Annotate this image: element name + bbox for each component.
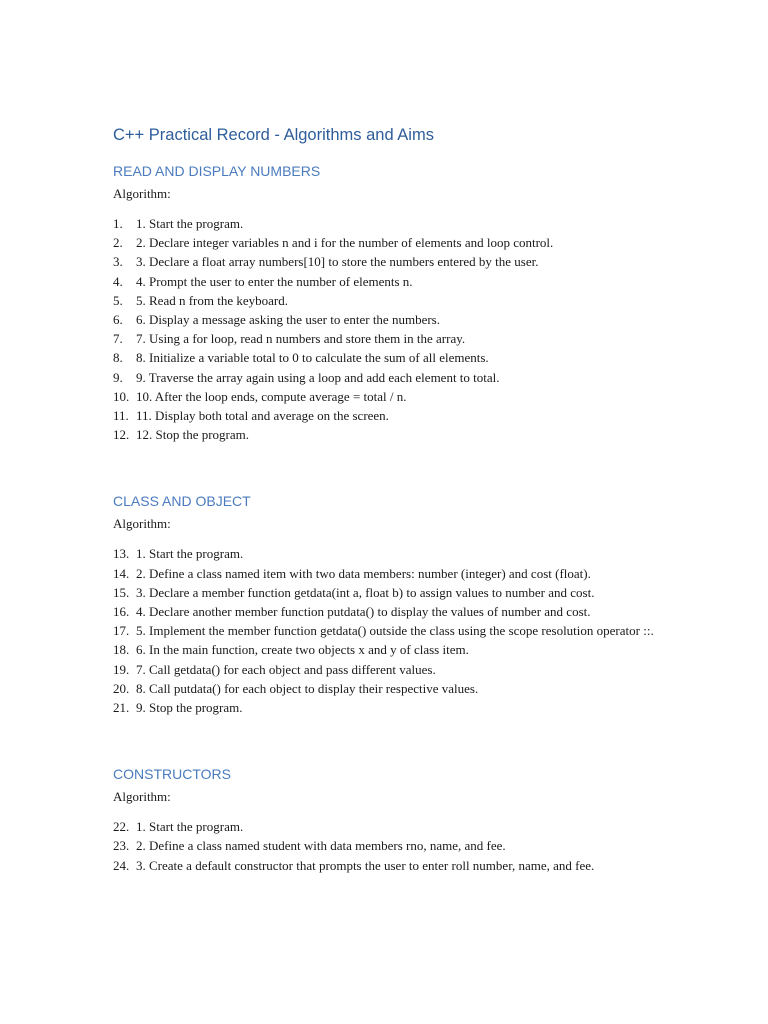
step-number: 18. xyxy=(113,642,130,658)
algorithm-step xyxy=(113,387,658,406)
step-text: 7. Call getdata() for each object and pass different values. xyxy=(136,661,436,677)
step-text: 7. Using a for loop, read n numbers and store them in the array. xyxy=(136,331,466,347)
step-number: 14. xyxy=(113,565,130,581)
step-number: 7. xyxy=(113,331,123,347)
algorithm-step xyxy=(113,233,658,252)
step-number: 3. xyxy=(113,254,123,270)
step-text: 4. Prompt the user to enter the number of elements n. xyxy=(136,273,413,289)
algorithm-step xyxy=(113,621,658,640)
step-text: 6. Display a message asking the user to enter the numbers. xyxy=(136,312,440,328)
algorithm-step xyxy=(113,368,658,387)
document-body xyxy=(113,124,658,875)
algorithm-step xyxy=(113,272,658,291)
algorithm-step xyxy=(113,660,658,679)
step-text: 8. Initialize a variable total to 0 to calculate the sum of all elements. xyxy=(136,350,489,366)
step-number: 5. xyxy=(113,292,123,308)
algorithm-steps-list xyxy=(113,544,658,717)
step-text: 4. Declare another member function putdata() to display the values of number and cost. xyxy=(136,604,591,620)
step-number: 21. xyxy=(113,700,130,716)
section-constructors xyxy=(113,764,658,875)
step-text: 2. Define a class named student with data members rno, name, and fee. xyxy=(136,838,506,854)
step-number: 11. xyxy=(113,408,129,424)
algorithm-step xyxy=(113,856,658,875)
algorithm-step xyxy=(113,291,658,310)
step-number: 1. xyxy=(113,216,123,231)
step-text: 6. In the main function, create two objects x and y of class item. xyxy=(136,642,469,658)
step-text: 1. Start the program. xyxy=(136,819,244,835)
algorithm-step xyxy=(113,698,658,717)
step-number: 24. xyxy=(113,857,130,873)
step-text: 2. Declare integer variables n and i for the number of elements and loop control. xyxy=(136,235,554,251)
algorithm-step xyxy=(113,425,658,444)
algorithm-step xyxy=(113,817,658,836)
step-number: 17. xyxy=(113,623,130,639)
algorithm-steps-list xyxy=(113,817,658,875)
algorithm-step xyxy=(113,564,658,583)
step-number: 20. xyxy=(113,680,130,696)
algorithm-step xyxy=(113,602,658,621)
step-number: 22. xyxy=(113,819,130,835)
algorithm-step xyxy=(113,348,658,367)
step-number: 23. xyxy=(113,838,130,854)
section-spacer xyxy=(113,717,658,764)
algorithm-step xyxy=(113,406,658,425)
step-text: 12. Stop the program. xyxy=(136,427,250,443)
step-number: 2. xyxy=(113,235,123,251)
section-read-and-display-numbers xyxy=(113,161,658,444)
algorithm-step xyxy=(113,329,658,348)
step-text: 11. Display both total and average on the screen. xyxy=(136,408,389,424)
algorithm-step xyxy=(113,252,658,271)
algorithm-label: Algorithm: xyxy=(113,516,171,532)
step-text: 1. Start the program. xyxy=(136,546,244,562)
step-text: 2. Define a class named item with two data members: number (integer) and cost (float). xyxy=(136,565,591,581)
step-number: 10. xyxy=(113,388,130,404)
step-text: 3. Declare a member function getdata(int a, float b) to assign values to number and cost. xyxy=(136,584,595,600)
section-heading: READ AND DISPLAY NUMBERS xyxy=(113,163,321,179)
section-heading: CLASS AND OBJECT xyxy=(113,493,251,510)
step-text: 3. Create a default constructor that prompts the user to enter roll number, name, and fee. xyxy=(136,857,595,873)
algorithm-label: Algorithm: xyxy=(113,186,171,201)
step-text: 9. Stop the program. xyxy=(136,700,243,716)
step-number: 4. xyxy=(113,273,123,289)
step-number: 19. xyxy=(113,661,130,677)
step-text: 10. After the loop ends, compute average = total / n. xyxy=(136,388,407,404)
step-number: 6. xyxy=(113,312,123,328)
algorithm-step xyxy=(113,214,658,233)
step-number: 15. xyxy=(113,584,130,600)
step-text: 5. Implement the member function getdata() outside the class using the scope resolution operator ::. xyxy=(136,623,654,639)
step-number: 12. xyxy=(113,427,130,443)
step-number: 16. xyxy=(113,604,130,620)
algorithm-step xyxy=(113,836,658,855)
document-title: C++ Practical Record - Algorithms and Aims xyxy=(113,126,434,144)
algorithm-step xyxy=(113,583,658,602)
section-heading: CONSTRUCTORS xyxy=(113,766,231,783)
algorithm-step xyxy=(113,544,658,563)
algorithm-step xyxy=(113,310,658,329)
step-text: 1. Start the program. xyxy=(136,216,244,231)
step-number: 8. xyxy=(113,350,123,366)
step-text: 5. Read n from the keyboard. xyxy=(136,292,288,308)
step-text: 9. Traverse the array again using a loop and add each element to total. xyxy=(136,369,500,385)
algorithm-step xyxy=(113,679,658,698)
algorithm-label: Algorithm: xyxy=(113,789,171,805)
algorithm-step xyxy=(113,640,658,659)
section-class-and-object xyxy=(113,491,658,717)
step-text: 8. Call putdata() for each object to display their respective values. xyxy=(136,680,479,696)
step-text: 3. Declare a float array numbers[10] to store the numbers entered by the user. xyxy=(136,254,539,270)
section-spacer xyxy=(113,444,658,491)
step-number: 9. xyxy=(113,369,123,385)
algorithm-steps-list xyxy=(113,214,658,444)
step-number: 13. xyxy=(113,546,130,562)
